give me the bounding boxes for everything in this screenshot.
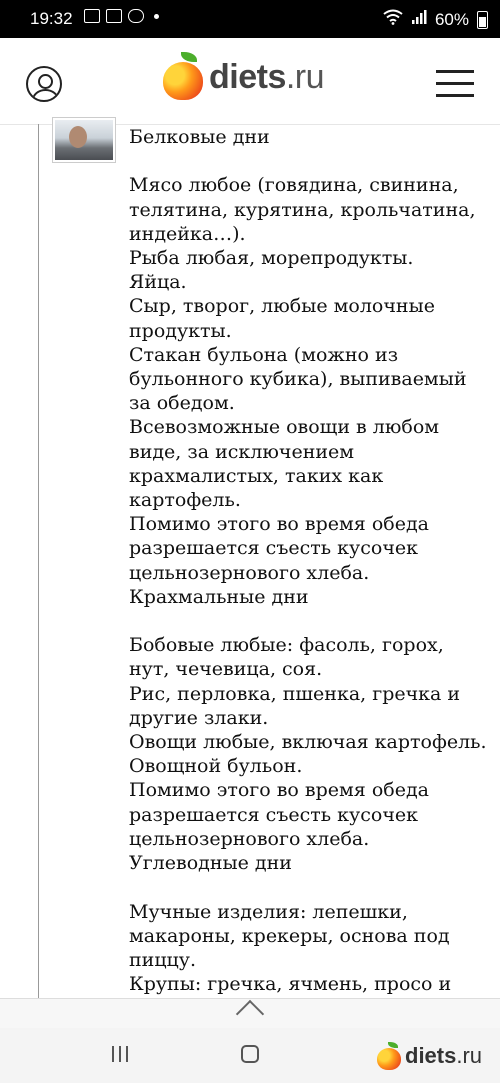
recents-icon[interactable] (112, 1046, 128, 1062)
watermark-tld: .ru (456, 1043, 483, 1068)
post-text: Белковые дни Мясо любое (говядина, свинина, телятина, курятина, крольчатина, индейка…). Рыба любая, морепродукты. Яйца. Сыр, творог, любые молочные продукты. Стакан бульона (можно из бульонного кубика), выпиваемый за обедом. Всевозможные овощи в любом виде, за исключением крахмалистых, таких как картофель. Помимо этого во время обеда разрешается съесть кусочек цельнозернового хлеба. Крахмальные дни Бобовые любые: фасоль, горох, нут, чечевица, соя. Рис, перловка, пшенка, гречка и другие злаки. Овощи любые, включая картофель. Овощной бульон. Помимо этого во время обеда разрешается съесть кусочек цельнозернового хлеба. Углеводные дни Мучные изделия: лепешки, макароны, крекеры, основа под пиццу. Крупы: гречка, ячмень, просо и (129, 126, 487, 996)
watermark-logo (376, 1042, 482, 1070)
watermark-name: diets (405, 1043, 457, 1068)
site-header (0, 38, 500, 125)
gallery-icon (84, 9, 100, 23)
home-icon[interactable] (241, 1045, 259, 1063)
site-logo[interactable] (161, 52, 324, 102)
logo-text (209, 58, 324, 97)
qr-icon (106, 9, 122, 23)
dot-icon (154, 14, 159, 19)
battery-text: 60% (434, 9, 469, 29)
wifi-icon (383, 9, 403, 30)
apple-logo-icon (161, 52, 205, 102)
chevron-up-icon[interactable] (233, 998, 267, 1012)
avatar[interactable] (52, 117, 116, 163)
avatar-image (55, 120, 113, 160)
watermark-apple-icon (376, 1042, 402, 1070)
status-right-icons (383, 9, 488, 30)
battery-icon (477, 11, 488, 29)
user-account-icon[interactable] (26, 66, 62, 102)
status-time: 19:32 (30, 9, 73, 28)
cloud-icon (128, 9, 144, 23)
thread-line (38, 124, 39, 1000)
logo-name: diets (209, 57, 286, 96)
signal-icon (411, 9, 427, 30)
status-bar (0, 0, 500, 38)
hamburger-menu-icon[interactable] (436, 70, 474, 98)
android-nav-bar (0, 1028, 500, 1083)
status-left-icons (84, 9, 159, 23)
watermark-text (405, 1043, 482, 1069)
logo-tld: .ru (285, 57, 325, 96)
